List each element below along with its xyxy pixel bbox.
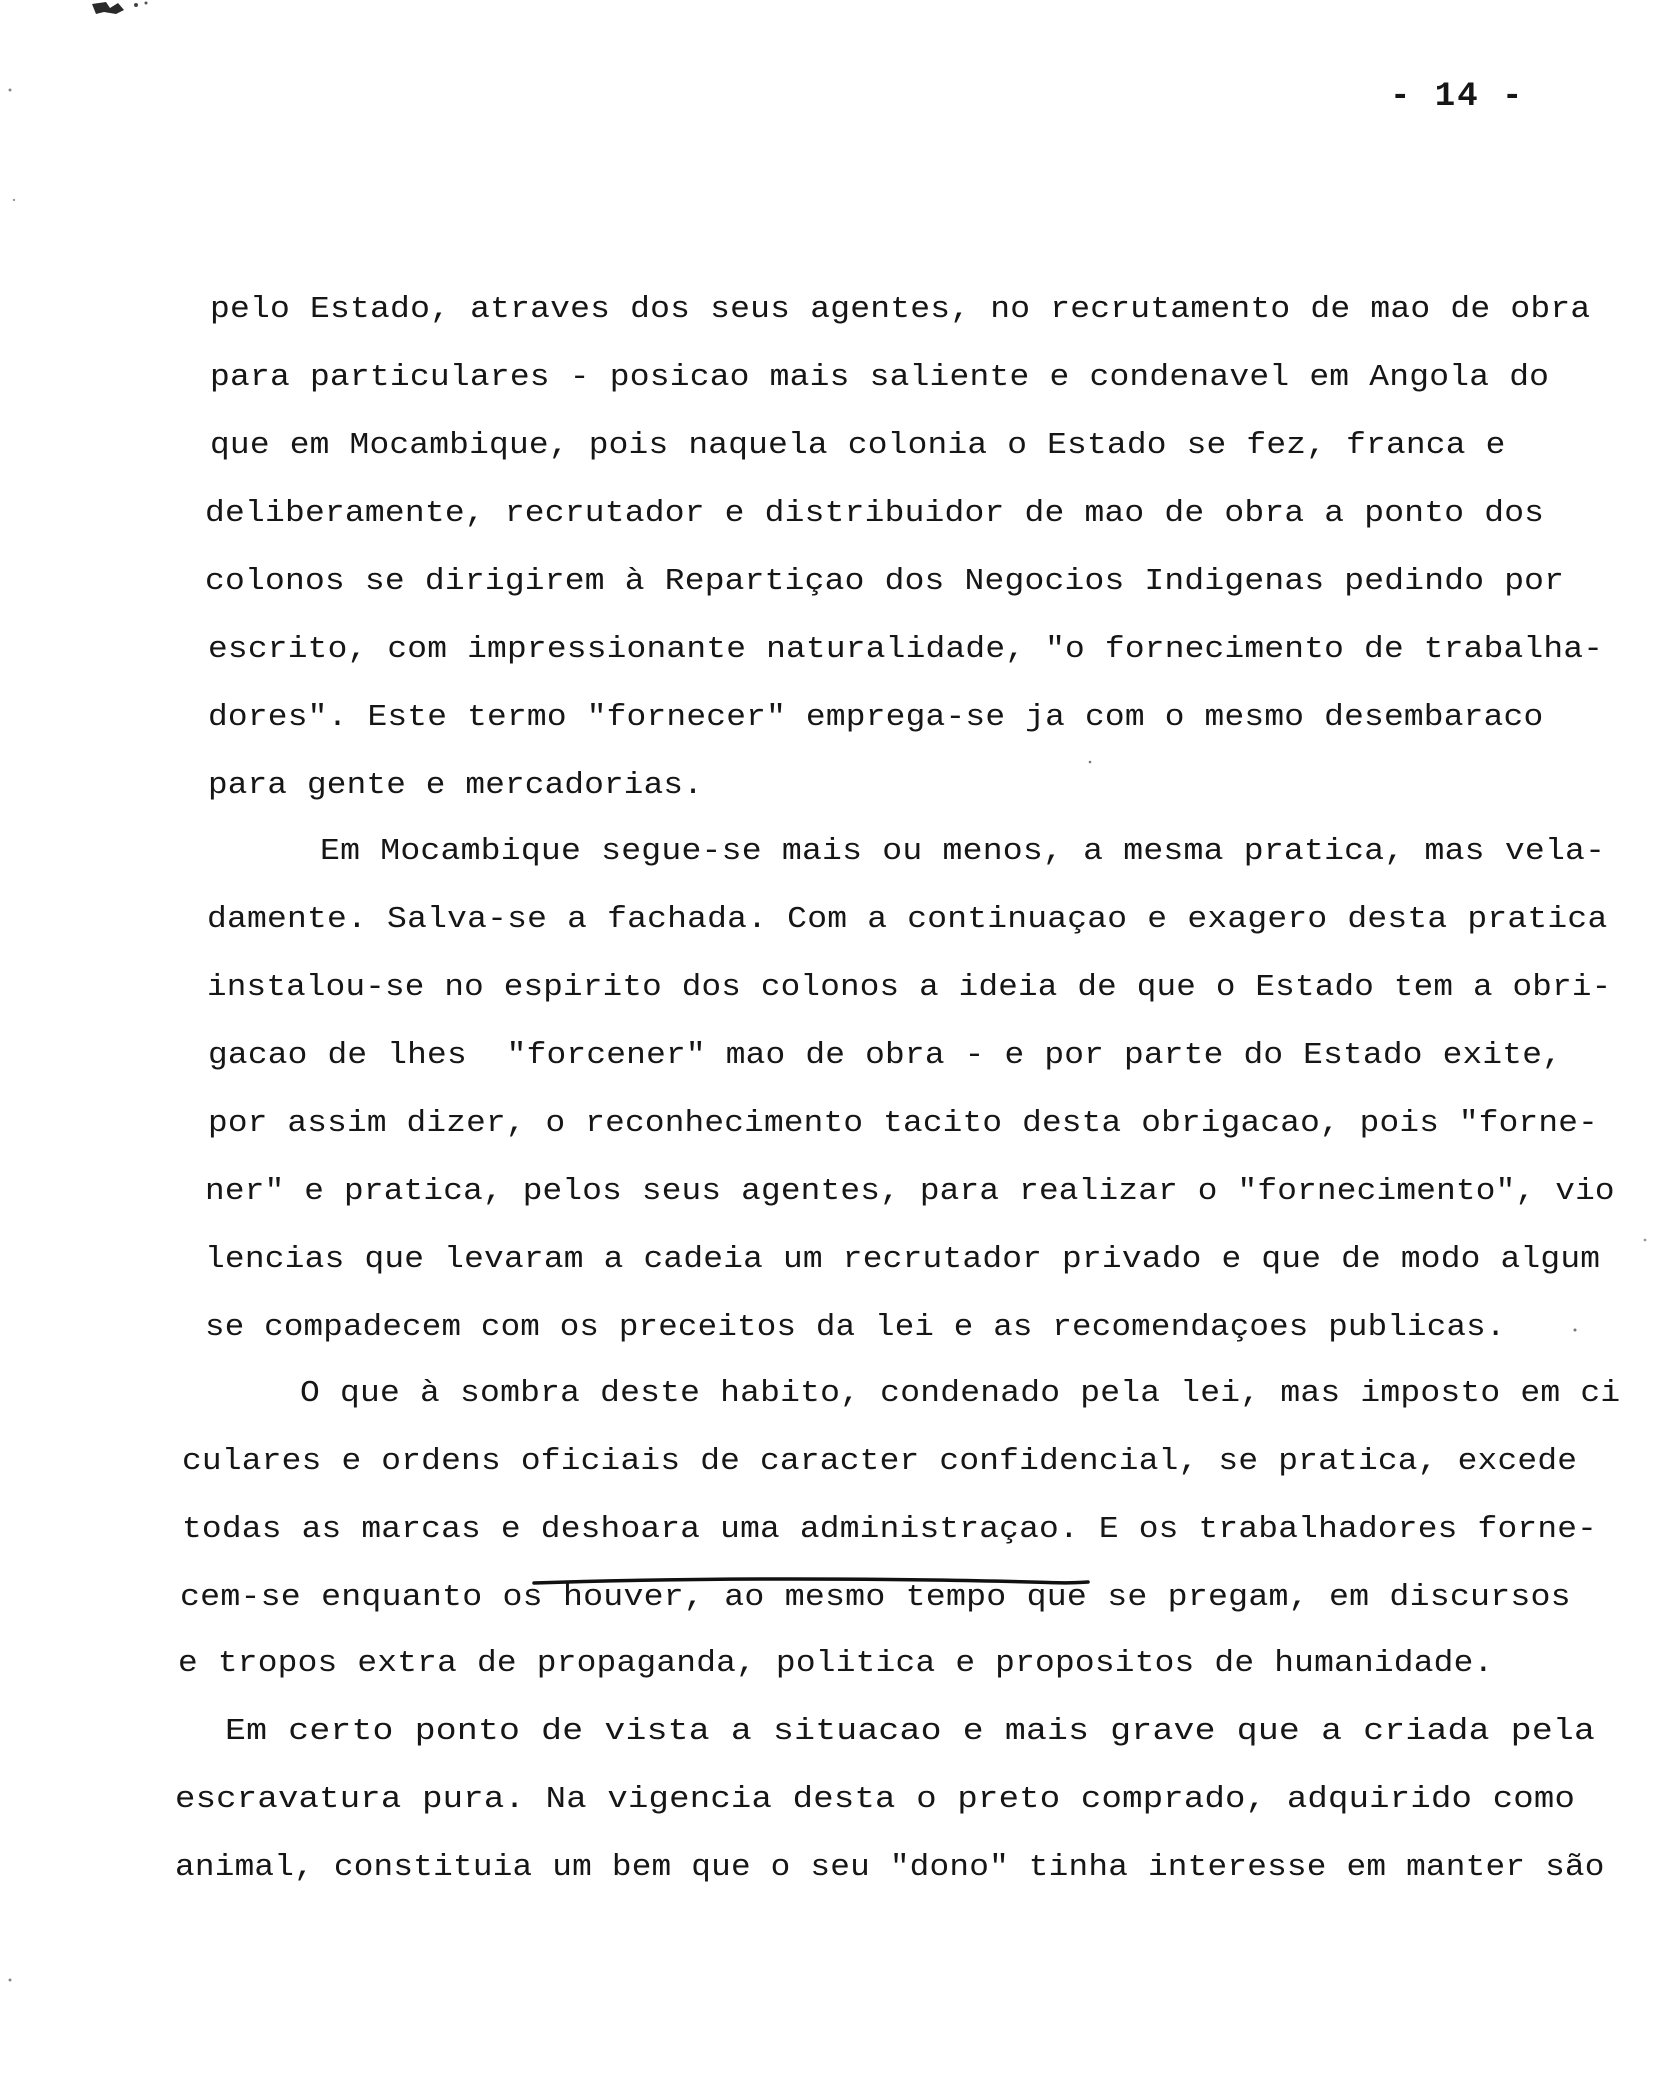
text-line-24: animal, constituia um bem que o seu "dono" tinha interesse em manter são [175, 1850, 1605, 1885]
page-number: - 14 - [1390, 78, 1525, 116]
text-line-6: escrito, com impressionante naturalidade, "o fornecimento de trabalha- [208, 632, 1604, 667]
text-line-5: colonos se dirigirem à Repartiçao dos Negocios Indigenas pedindo por [205, 564, 1565, 599]
text-line-21: e tropos extra de propaganda, politica e propositos de humanidade. [178, 1646, 1494, 1681]
ink-blot [88, 0, 156, 16]
text-line-7: dores". Este termo "fornecer" emprega-se ja com o mesmo desembaraco [208, 700, 1544, 735]
text-line-17: O que à sombra deste habito, condenado pela lei, mas imposto em ci [300, 1376, 1621, 1411]
text-line-11: instalou-se no espirito dos colonos a ideia de que o Estado tem a obri- [207, 970, 1612, 1005]
text-line-4: deliberamente, recrutador e distribuidor de mao de obra a ponto dos [205, 496, 1545, 531]
handwritten-underline [532, 1574, 1092, 1588]
text-line-14: ner" e pratica, pelos seus agentes, para realizar o "fornecimento", vio [205, 1174, 1615, 1209]
text-line-2: para particulares - posicao mais saliente e condenavel em Angola do [210, 360, 1550, 395]
text-line-15: lencias que levaram a cadeia um recrutador privado e que de modo algum [205, 1242, 1601, 1277]
text-line-18: culares e ordens oficiais de caracter confidencial, se pratica, excede [182, 1444, 1578, 1479]
text-line-20: cem-se enquanto os houver, ao mesmo tempo que se pregam, em discursos [180, 1580, 1571, 1615]
text-line-13: por assim dizer, o reconhecimento tacito desta obrigacao, pois "forne- [208, 1106, 1598, 1141]
text-line-23: escravatura pura. Na vigencia desta o preto comprado, adquirido como [175, 1782, 1576, 1817]
text-line-22: Em certo ponto de vista a situacao e mais grave que a criada pela [225, 1714, 1596, 1749]
text-line-1: pelo Estado, atraves dos seus agentes, no recrutamento de mao de obra [210, 292, 1591, 327]
text-line-10: damente. Salva-se a fachada. Com a continuaçao e exagero desta pratica [207, 902, 1608, 937]
text-line-19: todas as marcas e deshoara uma administraçao. E os trabalhadores forne- [182, 1512, 1598, 1547]
text-line-12: gacao de lhes "forcener" mao de obra - e por parte do Estado exite, [208, 1038, 1563, 1073]
text-line-16: se compadecem com os preceitos da lei e as recomendaçoes publicas. [205, 1310, 1506, 1345]
text-line-9: Em Mocambique segue-se mais ou menos, a mesma pratica, mas vela- [320, 834, 1606, 869]
text-line-8: para gente e mercadorias. [208, 768, 703, 803]
text-line-3: que em Mocambique, pois naquela colonia o Estado se fez, franca e [210, 428, 1506, 463]
